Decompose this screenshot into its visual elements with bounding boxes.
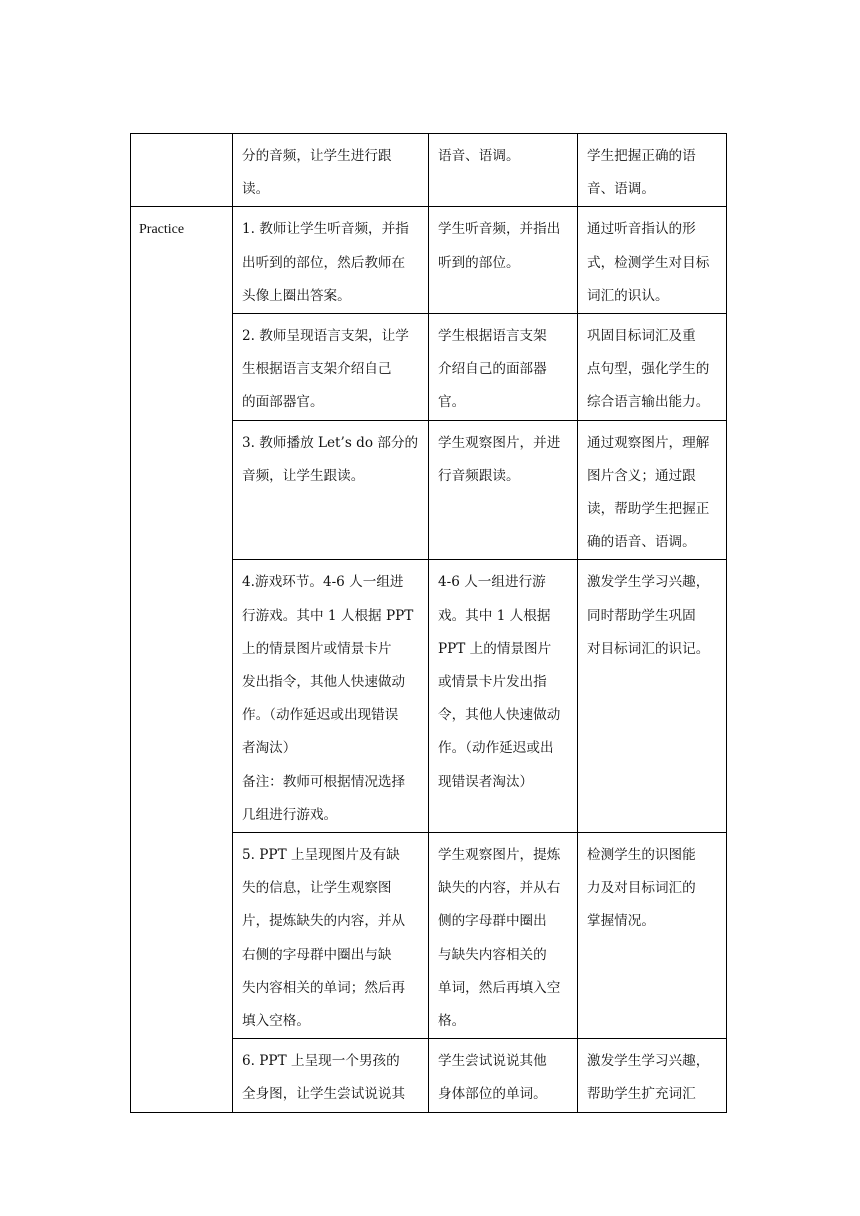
purpose-cell	[578, 560, 727, 833]
teacher-activity-cell	[233, 314, 429, 421]
student-activity-cell	[429, 314, 578, 421]
teacher-activity-cell	[233, 207, 429, 314]
purpose-cell	[578, 1039, 727, 1112]
cell-text-line: 作。（动作延迟或出	[438, 740, 554, 757]
teacher-activity-cell	[233, 1039, 429, 1112]
cell-text-line: 确的语音、语调。	[587, 534, 696, 551]
cell-text-line: 词汇的识认。	[587, 287, 669, 304]
cell-text-line: 检测学生的识图能	[587, 847, 696, 864]
student-activity-cell	[429, 207, 578, 314]
cell-text-line: 生根据语言支架介绍自己	[242, 361, 392, 378]
cell-text-line: 全身图，让学生尝试说说其	[242, 1086, 406, 1103]
cell-text-line: 2. 教师呈现语言支架，让学	[242, 328, 409, 345]
cell-text-line: 学生把握正确的语	[587, 148, 696, 164]
cell-text-line: 激发学生学习兴趣，	[587, 574, 710, 591]
cell-text-line: 点句型，强化学生的	[587, 361, 710, 378]
cell-text-line: 侧的字母群中圈出	[438, 913, 547, 930]
cell-text-line: 官。	[438, 394, 466, 411]
cell-text-line: 右侧的字母群中圈出与缺	[242, 946, 392, 963]
cell-text-line: 缺失的内容，并从右	[438, 880, 561, 897]
cell-text-line: 失的信息，让学生观察图	[242, 880, 392, 897]
lesson-plan-body	[131, 134, 727, 1113]
cell-text-line: 读。	[242, 181, 270, 198]
cell-text-line: 出听到的部位，然后教师在	[242, 254, 406, 271]
cell-text-line: 通过观察图片，理解	[587, 434, 710, 451]
table-row	[131, 134, 727, 207]
cell-text-line: 作。（动作延迟或出现错误	[242, 707, 399, 724]
cell-text-line: 戏。其中 1 人根据	[438, 607, 551, 624]
cell-text-line: 音、语调。	[587, 181, 655, 198]
cell-text-line: 5. PPT 上呈现图片及有缺	[242, 847, 400, 864]
purpose-cell	[578, 314, 727, 421]
cell-text-line: 头像上圈出答案。	[242, 287, 351, 304]
cell-text-line: 帮助学生扩充词汇	[587, 1086, 696, 1103]
cell-text-line: 备注：教师可根据情况选择	[242, 773, 406, 790]
cell-text-line: 的面部器官。	[242, 394, 324, 411]
cell-text-line: 掌握情况。	[587, 913, 655, 930]
teacher-activity-cell	[233, 420, 429, 560]
cell-text-line: 介绍自己的面部器	[438, 361, 547, 378]
cell-text-line: 失内容相关的单词；然后再	[242, 979, 406, 996]
cell-text-line: 分的音频，让学生进行跟	[242, 148, 392, 164]
cell-text-line: 几组进行游戏。	[242, 806, 338, 823]
purpose-cell	[578, 420, 727, 560]
stage-cell	[131, 207, 233, 1112]
cell-text-line: 对目标词汇的识记。	[587, 640, 710, 657]
purpose-cell	[578, 833, 727, 1039]
cell-text-line: 读，帮助学生把握正	[587, 501, 710, 518]
cell-text-line: 或情景卡片发出指	[438, 674, 547, 691]
cell-text-line: 学生观察图片，提炼	[438, 847, 561, 864]
lesson-plan-table	[130, 133, 727, 1113]
cell-text-line: 图片含义；通过跟	[587, 467, 696, 484]
cell-text-line: 同时帮助学生巩固	[587, 607, 696, 624]
cell-text-line: 巩固目标词汇及重	[587, 328, 696, 345]
cell-text-line: 行游戏。其中 1 人根据 PPT	[242, 607, 414, 624]
cell-text-line: 音频，让学生跟读。	[242, 467, 365, 484]
cell-text-line: 行音频跟读。	[438, 467, 520, 484]
cell-text-line: 单词，然后再填入空	[438, 979, 561, 996]
cell-text-line: 通过听音指认的形	[587, 221, 696, 238]
student-activity-cell	[429, 420, 578, 560]
cell-text-line: 令，其他人快速做动	[438, 707, 561, 724]
cell-text-line: 片，提炼缺失的内容，并从	[242, 913, 406, 930]
cell-text-line: 发出指令，其他人快速做动	[242, 674, 406, 691]
cell-text-line: 者淘汰）	[242, 740, 297, 757]
cell-text-line: 3. 教师播放 Let’s do 部分的	[242, 434, 419, 451]
cell-text-line: 综合语言输出能力。	[587, 394, 710, 411]
cell-text-line: 填入空格。	[242, 1013, 310, 1030]
cell-text-line: PPT 上的情景图片	[438, 640, 552, 657]
teacher-activity-cell	[233, 560, 429, 833]
teacher-activity-cell	[233, 833, 429, 1039]
cell-text-line: 与缺失内容相关的	[438, 946, 547, 963]
cell-text-line: 1. 教师让学生听音频，并指	[242, 221, 409, 238]
cell-text-line: 现错误者淘汰）	[438, 773, 534, 790]
cell-text-line: 语音、语调。	[438, 148, 520, 164]
stage-cell	[131, 134, 233, 207]
cell-text-line: 学生观察图片，并进	[438, 434, 561, 451]
student-activity-cell	[429, 833, 578, 1039]
cell-text-line: 力及对目标词汇的	[587, 880, 696, 897]
stage-label: Practice	[139, 222, 185, 238]
cell-text-line: 格。	[438, 1013, 466, 1030]
cell-text-line: 上的情景图片或情景卡片	[242, 640, 392, 657]
cell-text-line: 学生听音频，并指出	[438, 221, 561, 238]
cell-text-line: 激发学生学习兴趣，	[587, 1053, 710, 1070]
purpose-cell	[578, 134, 727, 207]
cell-text-line: 身体部位的单词。	[438, 1086, 547, 1103]
student-activity-cell	[429, 1039, 578, 1112]
cell-text-line: 4-6 人一组进行游	[438, 574, 546, 591]
cell-text-line: 学生尝试说说其他	[438, 1053, 547, 1070]
cell-text-line: 学生根据语言支架	[438, 328, 547, 345]
teacher-activity-cell	[233, 134, 429, 207]
cell-text-line: 式，检测学生对目标	[587, 254, 710, 271]
cell-text-line: 4.游戏环节。4-6 人一组进	[242, 574, 404, 591]
purpose-cell	[578, 207, 727, 314]
cell-text-line: 听到的部位。	[438, 254, 520, 271]
table-row	[131, 207, 727, 314]
student-activity-cell	[429, 560, 578, 833]
student-activity-cell	[429, 134, 578, 207]
cell-text-line: 6. PPT 上呈现一个男孩的	[242, 1053, 400, 1070]
